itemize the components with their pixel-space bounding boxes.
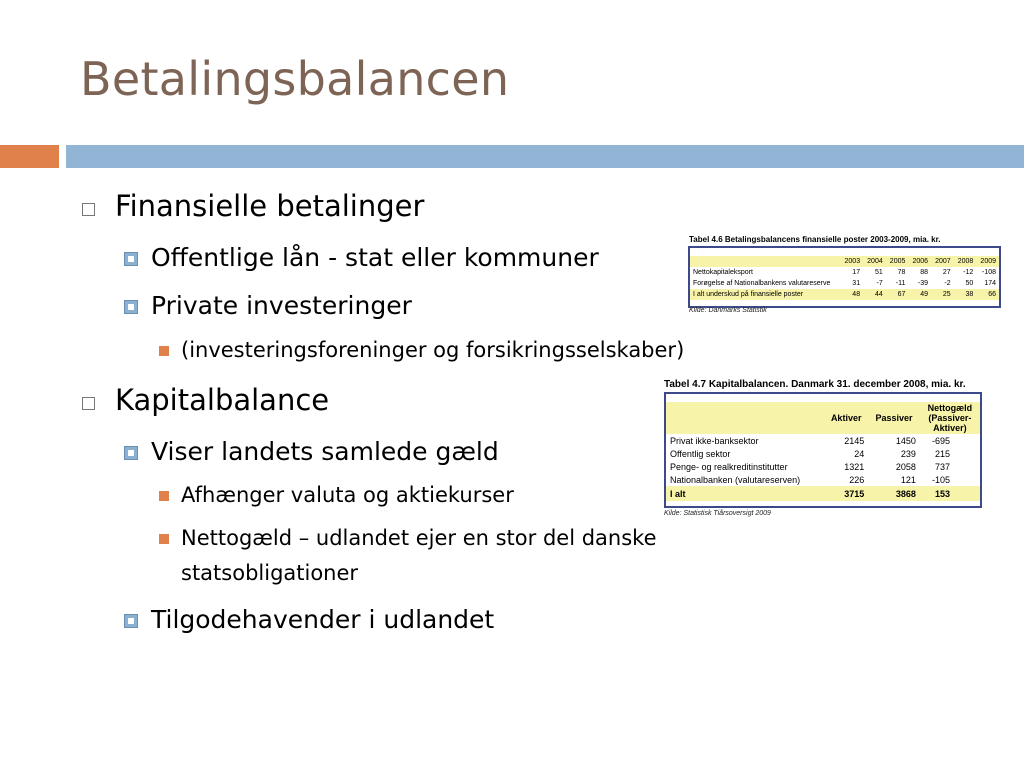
- table1-cell: 31: [852, 280, 861, 287]
- table1-cell: -108: [981, 269, 996, 276]
- table1-cell: 44: [874, 291, 883, 298]
- table1-cell: 67: [897, 291, 906, 298]
- bullet-valuta-aktiekurser: Afhænger valuta og aktiekurser: [181, 483, 514, 507]
- table2-row-label: Nationalbanken (valutareserven): [670, 474, 801, 485]
- bullet-offentlige-laan: Offentlige lån - stat eller kommuner: [151, 243, 599, 272]
- bullet-kapitalbalance: Kapitalbalance: [115, 383, 330, 417]
- table2-cell: 121: [900, 474, 916, 485]
- table2-row-label: Privat ikke-banksektor: [670, 435, 759, 446]
- bullet-nettogaeld-line1: Nettogæld – udlandet ejer en stor del danske: [181, 526, 657, 550]
- table1-caption: Tabel 4.6 Betalingsbalancens finansielle poster 2003-2009, mia. kr.: [689, 235, 941, 244]
- table1-cell: 38: [965, 291, 974, 298]
- hollow-square-bullet-icon: [82, 203, 95, 216]
- table2-header-blank: [666, 402, 824, 434]
- filled-square-bullet-icon: [159, 346, 169, 356]
- table1-year: 2007: [935, 258, 951, 265]
- table1-year: 2009: [980, 258, 996, 265]
- table1-cell: -11: [895, 280, 906, 287]
- table1-year: 2005: [889, 258, 906, 265]
- table2-row-label: Offentlig sektor: [670, 448, 731, 459]
- table1-year: 2004: [867, 258, 883, 265]
- table1-row-label: I alt underskud på finansielle poster: [693, 291, 804, 298]
- table2-cell: 226: [849, 474, 865, 485]
- square-bullet-icon: [124, 614, 138, 628]
- slide-title: Betalingsbalancen: [80, 52, 510, 106]
- table1-header-blank: [690, 256, 840, 267]
- table2-header-netto-line2: (Passiver-: [928, 413, 972, 423]
- table-row: [690, 278, 999, 289]
- table2-cell: 239: [900, 448, 916, 459]
- table2-cell: 3715: [844, 488, 865, 499]
- table1-cell: 49: [920, 291, 929, 298]
- table-row: [666, 486, 980, 501]
- bullet-finansielle-betalinger: Finansielle betalinger: [115, 189, 425, 223]
- square-bullet-icon: [124, 252, 138, 266]
- table2-header-netto-line3: Aktiver): [933, 423, 967, 433]
- table2-box: [664, 392, 982, 508]
- table1-cell: 48: [852, 291, 861, 298]
- table1-box: [688, 246, 1001, 308]
- table2-row-label: I alt: [670, 488, 686, 499]
- table1-year: 2008: [957, 258, 974, 265]
- filled-square-bullet-icon: [159, 491, 169, 501]
- table2-caption: Tabel 4.7 Kapitalbalancen. Danmark 31. december 2008, mia. kr.: [664, 379, 966, 390]
- accent-bar-blue: [66, 145, 1024, 168]
- table2-cell: -695: [931, 435, 950, 446]
- table2-cell: 215: [934, 448, 950, 459]
- square-bullet-icon: [124, 446, 138, 460]
- table2-row-label: Penge- og realkreditinstitutter: [670, 461, 788, 472]
- bullet-nettogaeld-line2: statsobligationer: [181, 561, 359, 585]
- hollow-square-bullet-icon: [82, 397, 95, 410]
- table1-row-label: Nettokapitaleksport: [693, 269, 753, 276]
- table2-cell: 153: [934, 488, 950, 499]
- table2-header-netto-line1: Nettogæld: [927, 403, 973, 413]
- table2-cell: 24: [854, 448, 865, 459]
- bullet-tilgodehavender: Tilgodehavender i udlandet: [151, 605, 495, 634]
- table2-source: Kilde: Statistisk Tiårsoversigt 2009: [664, 510, 771, 517]
- accent-bar-orange: [0, 145, 59, 168]
- table1-header-row: [690, 256, 999, 267]
- table1-cell: -2: [944, 280, 951, 287]
- table1-cell: 17: [852, 269, 861, 276]
- table-row: [666, 434, 980, 447]
- table-row: [666, 460, 980, 473]
- table2: [666, 402, 980, 501]
- table-row: [666, 473, 980, 486]
- table2-cell: 2058: [895, 461, 916, 472]
- table2-header-aktiver: Aktiver: [830, 413, 862, 423]
- table1-row-label: Forøgelse af Nationalbankens valutareserve: [693, 280, 831, 287]
- table2-header-passiver: Passiver: [875, 413, 913, 423]
- table1-cell: 174: [984, 280, 996, 287]
- bullet-investeringsforeninger: (investeringsforeninger og forsikringsselskaber): [181, 338, 685, 362]
- table-row: [690, 289, 999, 300]
- table2-header-nettogaeld: [920, 402, 980, 434]
- bullet-private-investeringer: Private investeringer: [151, 291, 412, 320]
- table1-source: Kilde: Danmarks Statistik: [689, 307, 767, 314]
- table1-cell: 27: [942, 269, 951, 276]
- table1-cell: 88: [920, 269, 929, 276]
- table1-cell: 25: [942, 291, 951, 298]
- table2-cell: 2145: [844, 435, 865, 446]
- table1-cell: -12: [963, 269, 974, 276]
- bullet-samlede-gaeld: Viser landets samlede gæld: [151, 437, 499, 466]
- table-row: [690, 267, 999, 278]
- table2-cell: 737: [934, 461, 950, 472]
- table1-cell: -39: [917, 280, 929, 287]
- table1-cell: -7: [876, 280, 883, 287]
- table1-cell: 50: [965, 280, 974, 287]
- table2-cell: -105: [931, 474, 950, 485]
- table1: [690, 256, 999, 300]
- square-bullet-icon: [124, 300, 138, 314]
- table1-year: 2003: [844, 258, 861, 265]
- filled-square-bullet-icon: [159, 534, 169, 544]
- table1-year: 2006: [912, 258, 929, 265]
- table2-cell: 1450: [895, 435, 916, 446]
- table-row: [666, 447, 980, 460]
- table2-header-row: [666, 402, 980, 434]
- table1-cell: 51: [874, 269, 883, 276]
- table1-cell: 66: [988, 291, 996, 298]
- table2-cell: 1321: [844, 461, 865, 472]
- table1-cell: 78: [897, 269, 906, 276]
- table2-cell: 3868: [895, 488, 916, 499]
